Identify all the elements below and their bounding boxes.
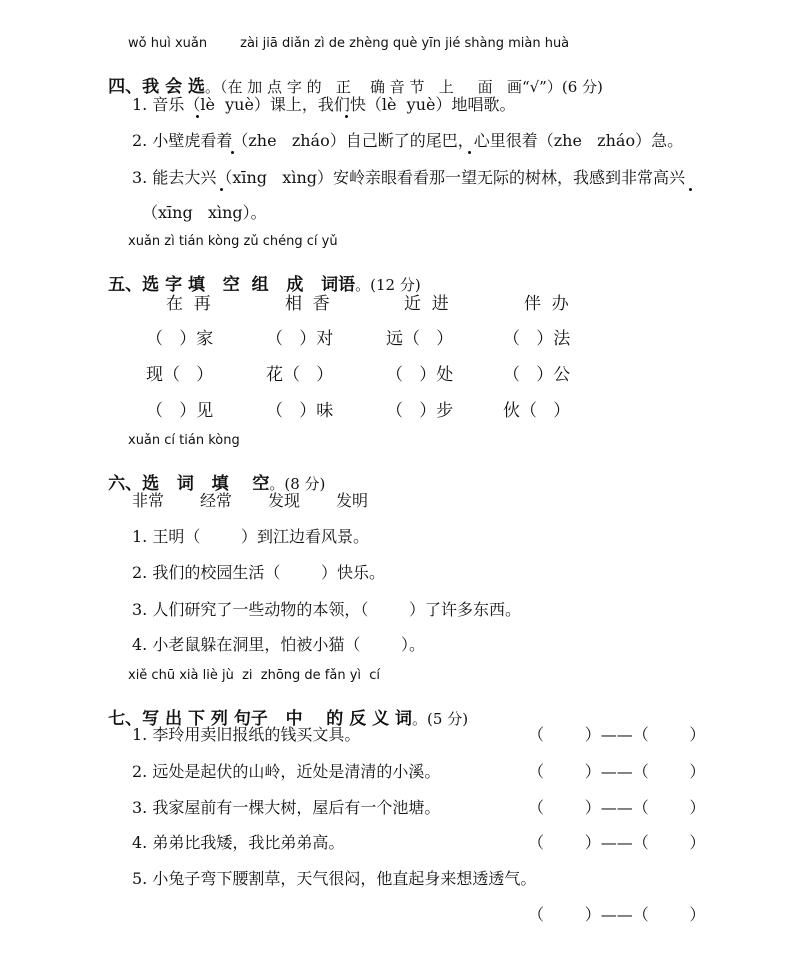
sec5-cell: （ ）见 [146,401,214,421]
emphasis-dot [231,151,234,154]
sec5-cell: （ ）对 [266,329,334,349]
sec6-item-4: 4. 小老鼠躲在洞里，怕被小猫（ ）。 [132,635,426,654]
sec7-item-3: 3. 我家屋前有一棵大树，屋后有一个池塘。 [132,798,441,817]
sec6-item-3: 3. 人们研究了一些动物的本领，（ ）了许多东西。 [132,600,522,619]
sec5-cell: （ ）法 [503,329,571,349]
emphasis-dot [196,115,199,118]
sec6-title: 六、选 词 填 空 [108,474,270,494]
sec7-answer-blank: （ ）——（ ） [528,833,706,852]
sec7-pinyin: xiě chū xià liè jù zi zhōng de fǎn yì cí [128,668,381,683]
sec7-item-5: 5. 小兔子弯下腰割草，天气很闷，他直起身来想透透气。 [132,869,537,888]
sec5-pair-4: 伴 办 [524,294,569,314]
sec4-subtitle: 。（在 加 点 字 的 正 确 音 节 上 面 画“√”）(6 分) [205,78,603,96]
sec5-pair-3: 近 进 [404,294,449,314]
emphasis-dot [220,188,223,191]
sec5-cell: 伙（ ） [503,401,571,421]
sec7-title: 七、写 出 下 列 句子 中 的 反 义 词 [108,709,413,729]
sec7-answer-blank: （ ）——（ ） [528,725,706,744]
sec5-heading [98,251,421,295]
sec4-heading [98,53,603,97]
sec4-item-3-cont: （xīng xìng）。 [142,203,267,222]
sec7-answer-blank: （ ）——（ ） [528,798,706,817]
sec5-pair-2: 相 香 [285,294,330,314]
sec5-cell: 现（ ） [146,365,214,385]
emphasis-dot [468,151,471,154]
sec7-answer-blank: （ ）——（ ） [528,762,706,781]
sec4-pinyin: wǒ huì xuǎn zài jiā diǎn zì de zhèng què yīn jié shàng miàn huà [128,36,570,51]
emphasis-dot [689,188,692,191]
sec5-pair-1: 在 再 [166,294,211,314]
sec7-subtitle: 。(5 分) [412,710,469,728]
sec6-item-1: 1. 王明（ ）到江边看风景。 [132,527,370,546]
sec5-title: 五、选 字 填 空 组 成 词语 [108,275,356,295]
sec6-subtitle: 。(8 分) [269,475,326,493]
sec5-cell: （ ）公 [503,365,571,385]
sec7-answer-blank: （ ）——（ ） [528,905,706,924]
sec6-word: 经常 [200,491,233,510]
sec5-cell: （ ）处 [386,365,454,385]
sec4-item-2: 2. 小壁虎看着（zhe zháo）自己断了的尾巴，心里很着（zhe zháo）急。 [132,131,684,150]
sec4-item-1: 1. 音乐（lè yuè）课上，我们快（lè yuè）地唱歌。 [132,95,516,114]
sec4-title: 四、我 会 选 [108,77,206,97]
sec4-item-3: 3. 能去大兴（xīng xìng）安岭亲眼看看那一望无际的树林，我感到非常高兴 [132,168,685,187]
sec5-subtitle: 。(12 分) [355,276,421,294]
sec6-pinyin: xuǎn cí tián kòng [128,433,240,448]
sec5-cell: （ ）步 [386,401,454,421]
sec7-item-1: 1. 李玲用卖旧报纸的钱买文具。 [132,725,361,744]
sec5-pinyin: xuǎn zì tián kòng zǔ chéng cí yǔ [128,234,338,249]
sec7-item-4: 4. 弟弟比我矮，我比弟弟高。 [132,833,345,852]
sec6-word: 发明 [336,491,369,510]
sec5-cell: （ ）家 [146,329,214,349]
emphasis-dot [345,115,348,118]
sec6-item-2: 2. 我们的校园生活（ ）快乐。 [132,563,386,582]
sec6-word: 发现 [268,491,301,510]
sec7-item-2: 2. 远处是起伏的山岭，近处是清清的小溪。 [132,762,441,781]
sec5-cell: 花（ ） [266,365,334,385]
sec6-word: 非常 [132,491,165,510]
sec5-cell: （ ）味 [266,401,334,421]
sec5-cell: 远（ ） [386,329,454,349]
